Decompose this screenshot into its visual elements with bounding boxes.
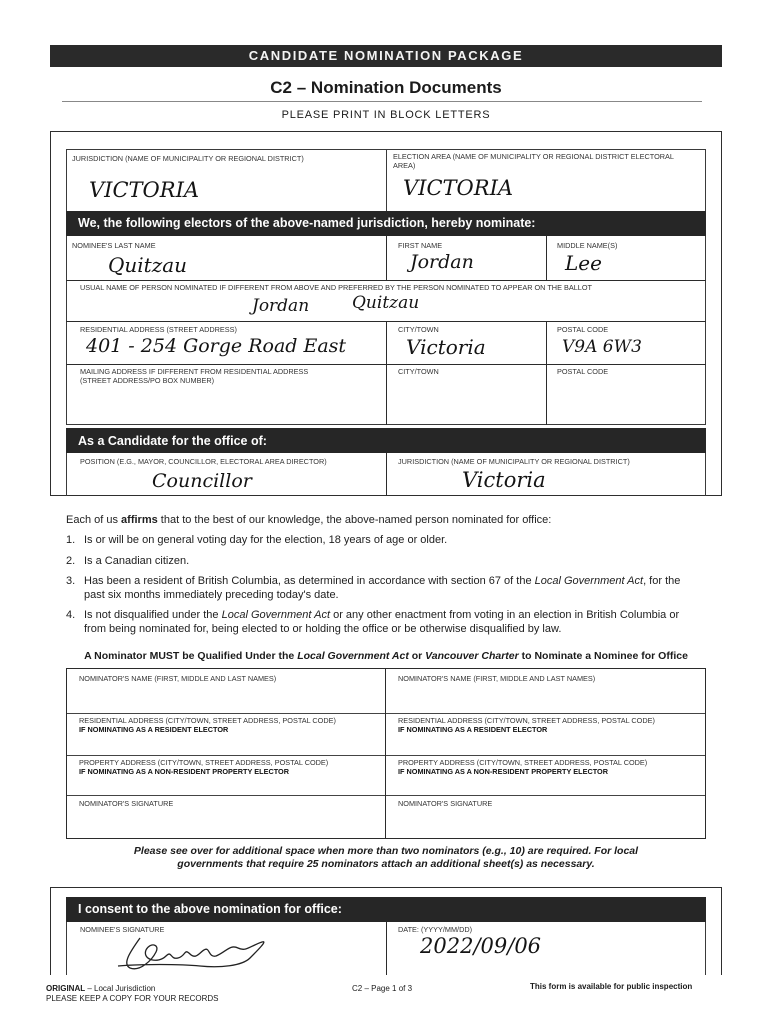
office-section-bar: As a Candidate for the office of: <box>66 428 706 453</box>
last-name-label: NOMINEE'S LAST NAME <box>72 241 156 250</box>
city-value[interactable]: Victoria <box>406 335 486 359</box>
nominator-1-sig-label: NOMINATOR'S SIGNATURE <box>79 799 174 808</box>
divider-h-res <box>66 364 706 365</box>
footer-keep-copy: PLEASE KEEP A COPY FOR YOUR RECORDS <box>46 994 219 1003</box>
date-label: DATE: (YYYY/MM/DD) <box>398 925 473 934</box>
usual-last-name-value[interactable]: Quitzau <box>352 293 420 313</box>
affirmation-number-3: 3. <box>66 575 76 587</box>
nominator-2-prop-label: PROPERTY ADDRESS (CITY/TOWN, STREET ADDRESS, POSTAL CODE) <box>398 758 648 767</box>
footer-original-rest: – Local Jurisdiction <box>85 984 156 993</box>
middle-name-label: MIDDLE NAME(S) <box>557 241 618 250</box>
nominator-heading-part-3: or <box>408 650 426 662</box>
nominator-2-sig-field[interactable] <box>390 811 700 835</box>
nominator-1-prop-sub: IF NOMINATING AS A NON-RESIDENT PROPERTY ELECTOR <box>79 767 289 776</box>
jurisdiction-field[interactable] <box>66 149 386 211</box>
nominator-heading-part-5: to Nominate a Nominee for Office <box>518 650 688 662</box>
nominator-1-name-label: NOMINATOR'S NAME (FIRST, MIDDLE AND LAST NAMES) <box>79 674 277 683</box>
affirmation-text-1: Is or will be on general voting day for the election, 18 years of age or older. <box>84 534 448 546</box>
position-value[interactable]: Councillor <box>152 470 252 492</box>
nominator-1-prop-field[interactable] <box>71 779 381 793</box>
affirmation-text-4a: Is not disqualified under the <box>84 609 222 621</box>
nominator-2-name-field[interactable] <box>390 687 700 711</box>
affirmation-item-2 <box>66 555 726 569</box>
usual-first-name-value[interactable]: Jordan <box>252 296 310 316</box>
office-jurisdiction-value[interactable]: Victoria <box>462 468 546 492</box>
affirmation-text-3-act: Local Government Act <box>534 575 644 587</box>
nominator-1-res-sub: IF NOMINATING AS A RESIDENT ELECTOR <box>79 725 229 734</box>
affirmation-text-4-act: Local Government Act <box>221 609 331 621</box>
nominator-2-prop-sub: IF NOMINATING AS A NON-RESIDENT PROPERTY ELECTOR <box>398 767 608 776</box>
additional-nominators-note: Please see over for additional space when more than two nominators (e.g., 10) are required. For local governments that require 25 nominators attach an additional sheet(s) as necessary. <box>133 845 639 870</box>
nominator-1-sig-field[interactable] <box>71 811 381 835</box>
nominator-heading-part-1: A Nominator MUST be Qualified Under the <box>84 650 298 662</box>
nominator-2-res-label: RESIDENTIAL ADDRESS (CITY/TOWN, STREET ADDRESS, POSTAL CODE) <box>398 716 655 725</box>
divider-h-name <box>66 280 706 281</box>
nominator-heading-act: Local Government Act <box>297 650 409 662</box>
election-area-label: ELECTION AREA (NAME OF MUNICIPALITY OR REGIONAL DISTRICT ELECTORAL AREA) <box>393 152 674 170</box>
affirmation-intro-end: that to the best of our knowledge, the above-named person nominated for office: <box>157 514 552 526</box>
first-name-value[interactable]: Jordan <box>410 251 474 273</box>
postal-code-value[interactable]: V9A 6W3 <box>562 337 642 357</box>
affirmation-text-3b: , for the past six months immediately preceding today's date. <box>84 575 681 601</box>
nominator-heading-charter: Vancouver Charter <box>425 650 519 662</box>
usual-name-label: USUAL NAME OF PERSON NOMINATED IF DIFFERENT FROM ABOVE AND PREFERRED BY THE PERSON NOMINATED TO APPEAR ON THE BALLOT <box>80 283 592 292</box>
last-name-value[interactable]: Quitzau <box>108 253 188 277</box>
election-area-value: VICTORIA <box>403 176 514 200</box>
divider-v-name-2 <box>546 236 547 280</box>
nominator-1-prop-label: PROPERTY ADDRESS (CITY/TOWN, STREET ADDRESS, POSTAL CODE) <box>79 758 329 767</box>
footer-public-inspection: This form is available for public inspection <box>530 982 693 991</box>
middle-name-value[interactable]: Lee <box>565 251 602 275</box>
affirmation-item-4 <box>66 609 694 636</box>
mailing-address-label: MAILING ADDRESS IF DIFFERENT FROM RESIDENTIAL ADDRESS (STREET ADDRESS/PO BOX NUMBER) <box>80 367 309 385</box>
nominator-1-res-field[interactable] <box>71 737 381 753</box>
footer-page-number: C2 – Page 1 of 3 <box>352 984 413 993</box>
mailing-city-field[interactable] <box>392 380 542 422</box>
date-value[interactable]: 2022/09/06 <box>420 934 542 958</box>
election-area-field[interactable] <box>386 149 706 211</box>
divider-v-office <box>386 453 387 496</box>
nominator-2-prop-field[interactable] <box>390 779 700 793</box>
divider-v-res-2 <box>546 321 547 425</box>
first-name-label: FIRST NAME <box>398 241 443 250</box>
affirmation-intro-bold: affirms <box>121 514 158 526</box>
affirmation-text-4b: or any other enactment from voting in an election in British Columbia or from being nominated for, being elected to or holding the office or be otherwise disqualified by law. <box>84 609 680 635</box>
affirmation-intro <box>66 514 726 528</box>
nominator-2-res-field[interactable] <box>390 737 700 753</box>
document-title: C2 – Nomination Documents <box>270 78 502 97</box>
postal-code-label: POSTAL CODE <box>557 325 609 334</box>
footer-original-bold: ORIGINAL <box>46 984 86 993</box>
consent-bar: I consent to the above nomination for office: <box>66 897 706 922</box>
affirmation-item-3 <box>66 575 694 602</box>
affirmation-number-1: 1. <box>66 534 76 546</box>
city-label: CITY/TOWN <box>398 325 439 334</box>
affirmation-number-2: 2. <box>66 554 76 567</box>
footer-original <box>46 984 219 994</box>
residential-address-value[interactable]: 401 - 254 Gorge Road East <box>86 335 347 357</box>
jurisdiction-value: VICTORIA <box>89 178 200 202</box>
divider-v-name-1 <box>386 236 387 280</box>
nominator-1-box <box>66 668 386 839</box>
package-banner: CANDIDATE NOMINATION PACKAGE <box>50 45 722 67</box>
office-jurisdiction-label: JURISDICTION (NAME OF MUNICIPALITY OR REGIONAL DISTRICT) <box>398 457 630 466</box>
affirmation-item-1 <box>66 534 726 548</box>
nominator-2-res-sub: IF NOMINATING AS A RESIDENT ELECTOR <box>398 725 548 734</box>
nominator-2-box <box>386 668 706 839</box>
print-instruction: PLEASE PRINT IN BLOCK LETTERS <box>281 109 491 121</box>
nominator-1-name-field[interactable] <box>71 687 381 711</box>
affirmation-intro-start: Each of us <box>66 514 122 526</box>
title-divider <box>62 101 702 102</box>
nominator-heading <box>50 650 722 662</box>
nominator-1-res-label: RESIDENTIAL ADDRESS (CITY/TOWN, STREET ADDRESS, POSTAL CODE) <box>79 716 336 725</box>
mailing-postal-label: POSTAL CODE <box>557 367 609 376</box>
divider-v-consent <box>386 922 387 975</box>
nominator-2-divider-2 <box>386 755 705 756</box>
nominator-2-divider-3 <box>386 795 705 796</box>
affirmation-text-2: Is a Canadian citizen. <box>84 554 190 567</box>
residential-address-label: RESIDENTIAL ADDRESS (STREET ADDRESS) <box>80 325 237 334</box>
nominator-1-divider-3 <box>67 795 385 796</box>
nominator-1-divider-1 <box>67 713 385 714</box>
nominator-2-sig-label: NOMINATOR'S SIGNATURE <box>398 799 493 808</box>
affirmation-text-3a: Has been a resident of British Columbia, as determined in accordance with section 67 of the <box>84 575 535 587</box>
affirmation-list <box>66 534 726 636</box>
mailing-address-field[interactable] <box>80 388 380 422</box>
footer-left <box>46 984 219 1004</box>
mailing-postal-field[interactable] <box>552 380 702 422</box>
jurisdiction-label: JURISDICTION (NAME OF MUNICIPALITY OR REGIONAL DISTRICT) <box>72 154 304 163</box>
affirmation-number-4: 4. <box>66 609 76 621</box>
nominee-signature-field[interactable] <box>100 930 300 974</box>
divider-v-res-1 <box>386 321 387 425</box>
nominator-2-name-label: NOMINATOR'S NAME (FIRST, MIDDLE AND LAST NAMES) <box>398 674 596 683</box>
mailing-city-label: CITY/TOWN <box>398 367 439 376</box>
nominator-2-divider-1 <box>386 713 705 714</box>
nominee-signature-label: NOMINEE'S SIGNATURE <box>80 925 165 934</box>
nominate-section-bar: We, the following electors of the above-named jurisdiction, hereby nominate: <box>66 211 706 236</box>
position-label: POSITION (E.G., MAYOR, COUNCILLOR, ELECTORAL AREA DIRECTOR) <box>80 457 327 466</box>
nominator-1-divider-2 <box>67 755 385 756</box>
